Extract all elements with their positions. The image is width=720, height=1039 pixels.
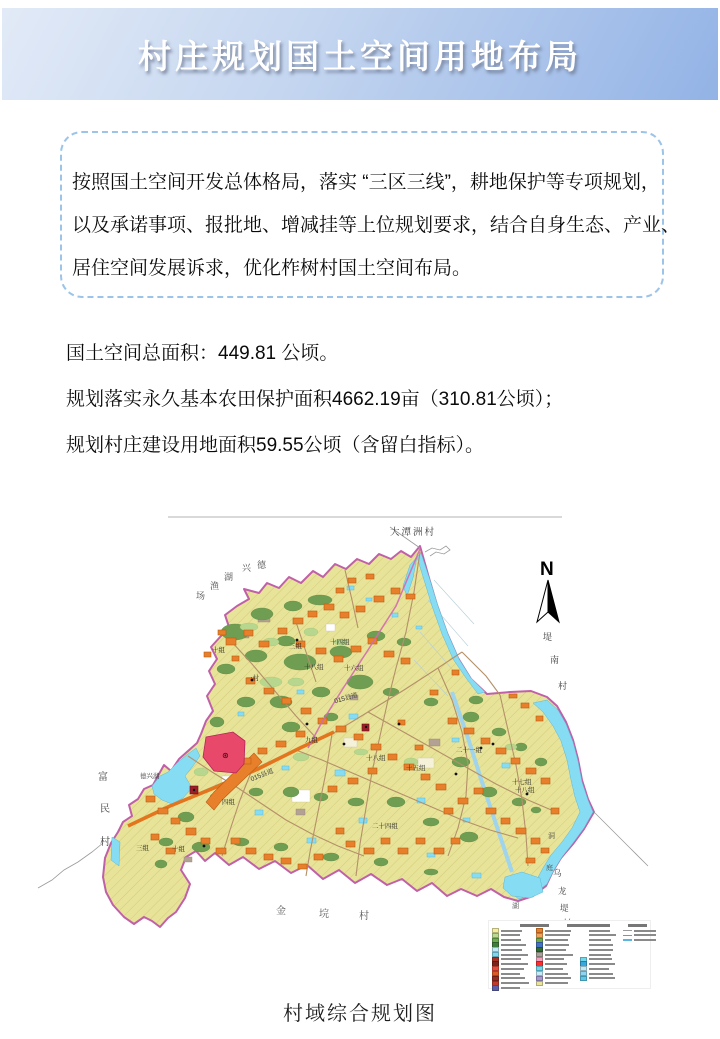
svg-text:场: 场: [196, 591, 206, 601]
stats-block: [66, 331, 686, 469]
svg-text:富: 富: [98, 772, 108, 783]
page-title: 村庄规划国土空间用地布局: [138, 37, 582, 75]
group-label: 十七组: [512, 779, 532, 786]
svg-text:村: 村: [359, 911, 369, 922]
svg-text:庭: 庭: [546, 865, 553, 872]
intro-line: 按照国土空间开发总体格局，落实 “三区三线”，耕地保护等专项规划，: [72, 172, 660, 193]
neighbor-jinyuan: [276, 904, 369, 922]
group-label: 三组: [136, 845, 149, 852]
svg-text:渔: 渔: [210, 581, 220, 591]
group-label: 十组: [212, 647, 225, 654]
svg-text:兴: 兴: [242, 563, 252, 573]
road-label-015: 015县道: [333, 691, 359, 706]
intro-line: 居住空间发展诉求，优化柞树村国土空间布局。: [72, 258, 472, 279]
legend-swatch-columns: [492, 929, 647, 990]
group-label: 二十一组: [456, 747, 482, 754]
group-label: 二十四组: [372, 823, 398, 830]
group-label: 十八组: [366, 755, 386, 762]
svg-text:南: 南: [550, 655, 560, 665]
north-label: N: [540, 559, 554, 580]
svg-text:德: 德: [257, 560, 267, 570]
group-label: 九组: [305, 737, 318, 744]
svg-text:湖: 湖: [512, 903, 519, 910]
map-caption: 村域综合规划图: [283, 1003, 437, 1025]
svg-text:堤: 堤: [560, 903, 569, 913]
village-boundary: [103, 546, 594, 927]
road-label-015: 015县道: [249, 767, 275, 784]
intro-box: [60, 131, 681, 298]
group-label: 四组: [222, 799, 235, 806]
header-banner: [2, 8, 718, 100]
lake-label: 德兴湖: [140, 773, 160, 780]
neighbor-datanzhou: 大潭洲村: [390, 527, 437, 538]
stat-construction: 规划村庄建设用地面积59.55公顷（含留白指标）。: [66, 435, 485, 456]
neighbor-fumin: [98, 770, 110, 848]
map-legend: [488, 920, 651, 989]
group-label: 一村: [246, 675, 259, 682]
svg-text:乌: 乌: [553, 868, 562, 878]
svg-text:洞: 洞: [548, 833, 555, 840]
svg-text:民: 民: [100, 804, 110, 815]
svg-text:村: 村: [100, 837, 110, 848]
group-label: 十八组: [515, 787, 535, 794]
group-label: 十四组: [330, 639, 350, 646]
group-label: 十组: [172, 846, 185, 853]
stat-total-area: 国土空间总面积：449.81 公顷。: [66, 343, 339, 364]
group-label: 三组: [289, 643, 302, 650]
svg-text:龙: 龙: [558, 886, 567, 896]
svg-text:金: 金: [276, 906, 286, 917]
stat-farmland: 规划落实永久基本农田保护面积4662.19亩（310.81公顷）；: [66, 389, 564, 410]
svg-text:垸: 垸: [319, 909, 329, 920]
group-label: 十六组: [344, 665, 364, 672]
star-symbol: ⊛: [222, 751, 229, 760]
group-label: 十八组: [304, 664, 324, 671]
intro-line: 以及承诺事项、报批地、增减挂等上位规划要求，结合自身生态、产业、: [72, 215, 681, 236]
svg-text:湖: 湖: [224, 572, 234, 582]
neighbor-tinan: [543, 631, 567, 691]
legend-headers: [520, 924, 647, 927]
north-arrow: [537, 559, 559, 622]
neighbor-wulongdi: [553, 868, 572, 928]
svg-text:堤: 堤: [543, 632, 553, 642]
group-label: 十五组: [406, 765, 426, 772]
svg-text:村: 村: [558, 681, 568, 691]
